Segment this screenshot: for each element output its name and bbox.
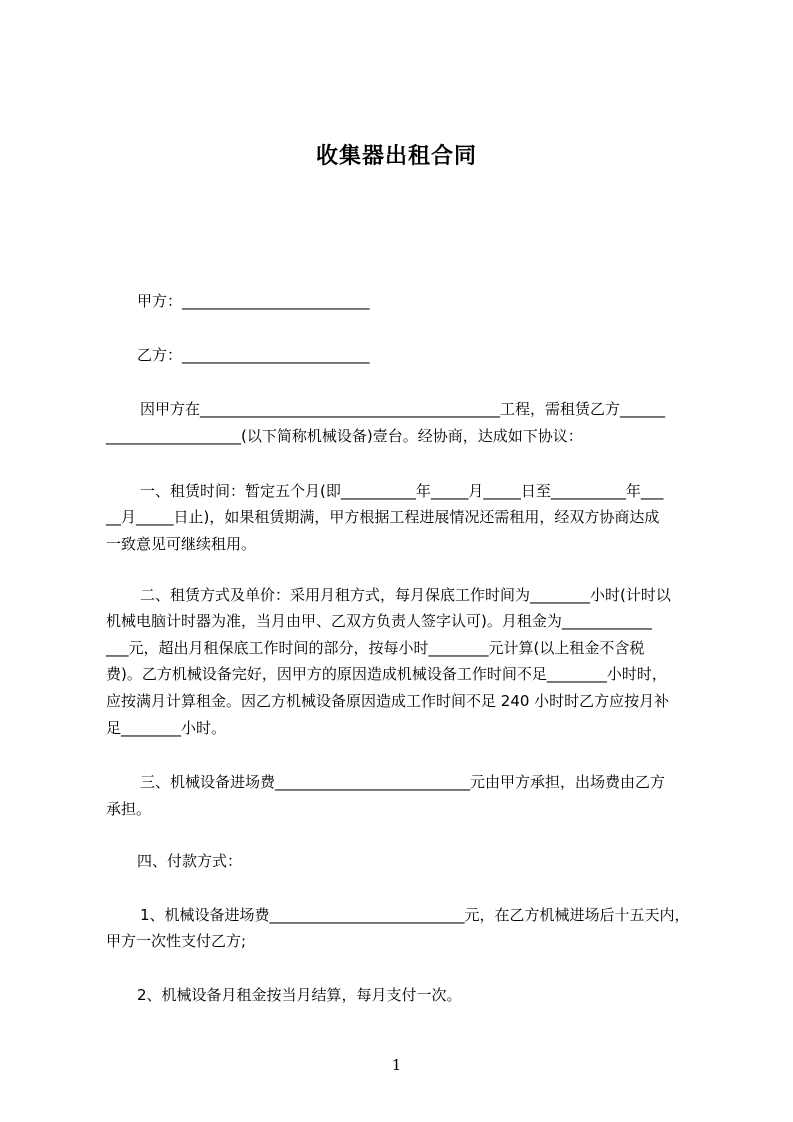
clause-2-line-6: 足________小时。 [106,719,227,737]
clause-1-line-3: 一致意见可继续租用。 [106,535,257,553]
intro-line-2: __________________(以下简称机械设备)壹台。经协商，达成如下协议： [106,427,583,445]
clause-3-line-1: 三、机械设备进场费__________________________元由甲方承担，出场费由乙方 [140,773,666,791]
clause-3-line-2: 承担。 [106,800,152,818]
clause-1-line-1: 一、租赁时间：暂定五个月(即__________年_____月_____日至__________年___ [140,482,664,500]
clause-4-item-1-line-1: 1、机械设备进场费__________________________元，在乙方机械进场后十五天内， [140,906,690,924]
clause-1-line-2: __月_____日止)，如果租赁期满，甲方根据工程进展情况还需租用，经双方协商达成 [106,508,660,526]
clause-2-line-2: 机械电脑计时器为准，当月由甲、乙双方负责人签字认可)。月租金为____________ [106,612,652,630]
clause-2-line-5: 应按满月计算租金。因乙方机械设备原因造成工作时间不足 240 小时时乙方应按月补 [106,692,670,710]
intro-line-1: 因甲方在________________________________________工程，需租赁乙方______ [140,400,666,418]
clause-2-line-1: 二、租赁方式及单价：采用月租方式，每月保底工作时间为________小时(计时以 [140,586,671,604]
clause-4-heading: 四、付款方式： [137,852,243,870]
party-a-line: 甲方：_________________________ [137,292,370,310]
clause-2-line-4: 费)。乙方机械设备完好，因甲方的原因造成机械设备工作时间不足________小时时， [106,665,667,683]
document-title: 收集器出租合同 [315,144,477,169]
page-number: 1 [391,1056,402,1074]
clause-4-item-2: 2、机械设备月租金按当月结算，每月支付一次。 [137,986,462,1004]
clause-4-item-1-line-2: 甲方一次性支付乙方; [106,932,247,950]
party-b-line: 乙方：_________________________ [137,346,370,364]
clause-2-line-3: ___元，超出月租保底工作时间的部分，按每小时________元计算(以上租金不含税 [106,639,645,657]
